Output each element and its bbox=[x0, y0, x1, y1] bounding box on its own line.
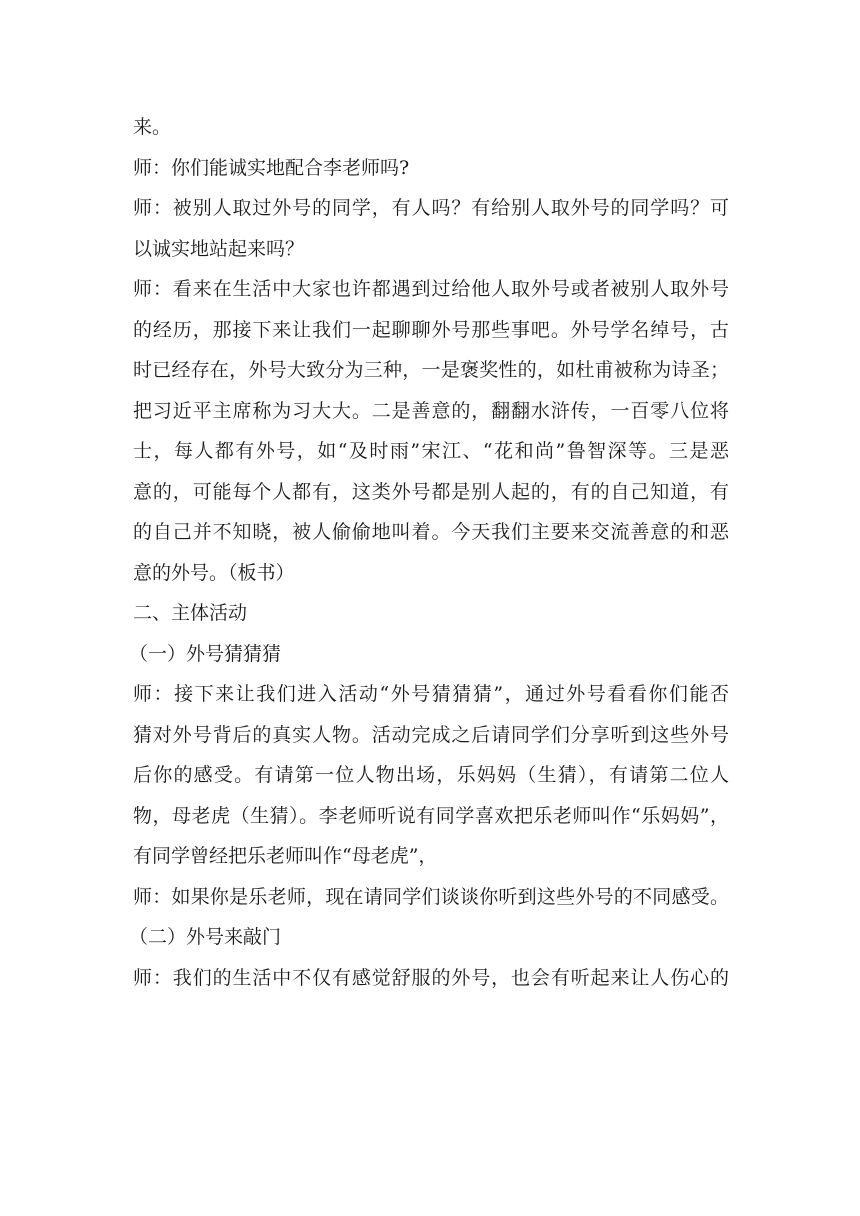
text-line: 师：你们能诚实地配合李老师吗? bbox=[133, 156, 410, 179]
text-line: 师：我们的生活中不仅有感觉舒服的外号，也会有听起来让人伤心的 bbox=[133, 966, 729, 989]
subsection-heading: （一）外号猜猜猜 bbox=[129, 642, 282, 665]
text-line: 师：如果你是乐老师，现在请同学们谈谈你听到这些外号的不同感受。 bbox=[133, 885, 729, 908]
subsection-heading: （二）外号来敲门 bbox=[129, 926, 282, 948]
document-body bbox=[129, 107, 729, 998]
text-line: 后你的感受。有请第一位人物出场，乐妈妈（生猜），有请第二位人 bbox=[133, 764, 729, 786]
text-line: 物，母老虎（生猜）。李老师听说有同学喜欢把乐老师叫作“乐妈妈”， bbox=[133, 804, 729, 827]
text-line: 的自己并不知晓，被人偷偷地叫着。今天我们主要来交流善意的和恶 bbox=[133, 521, 729, 543]
text-line: 师：被别人取过外号的同学，有人吗？有给别人取外号的同学吗？可 bbox=[133, 197, 729, 219]
text-line: 时已经存在，外号大致分为三种，一是褒奖性的，如杜甫被称为诗圣； bbox=[133, 359, 729, 381]
text-line: 有同学曾经把乐老师叫作“母老虎”， bbox=[133, 845, 438, 867]
text-line: 师：接下来让我们进入活动“外号猜猜猜”，通过外号看看你们能否 bbox=[133, 683, 729, 705]
text-line: 意的外号。（板书） bbox=[133, 561, 295, 584]
text-line: 猜对外号背后的真实人物。活动完成之后请同学们分享听到这些外号 bbox=[133, 723, 729, 746]
text-line: 把习近平主席称为习大大。二是善意的，翻翻水浒传，一百零八位将 bbox=[133, 399, 729, 422]
text-line: 的经历，那接下来让我们一起聊聊外号那些事吧。外号学名绰号，古 bbox=[133, 318, 729, 341]
text-line: 意的，可能每个人都有，这类外号都是别人起的，有的自己知道，有 bbox=[133, 480, 729, 503]
text-line: 师：看来在生活中大家也许都遇到过给他人取外号或者被别人取外号 bbox=[133, 278, 729, 300]
text-line: 以诚实地站起来吗？ bbox=[133, 237, 305, 260]
section-heading: 二、主体活动 bbox=[133, 602, 248, 624]
text-line: 来。 bbox=[133, 116, 172, 138]
text-line: 士，每人都有外号，如“及时雨”宋江、“花和尚”鲁智深等。三是恶 bbox=[133, 440, 729, 462]
